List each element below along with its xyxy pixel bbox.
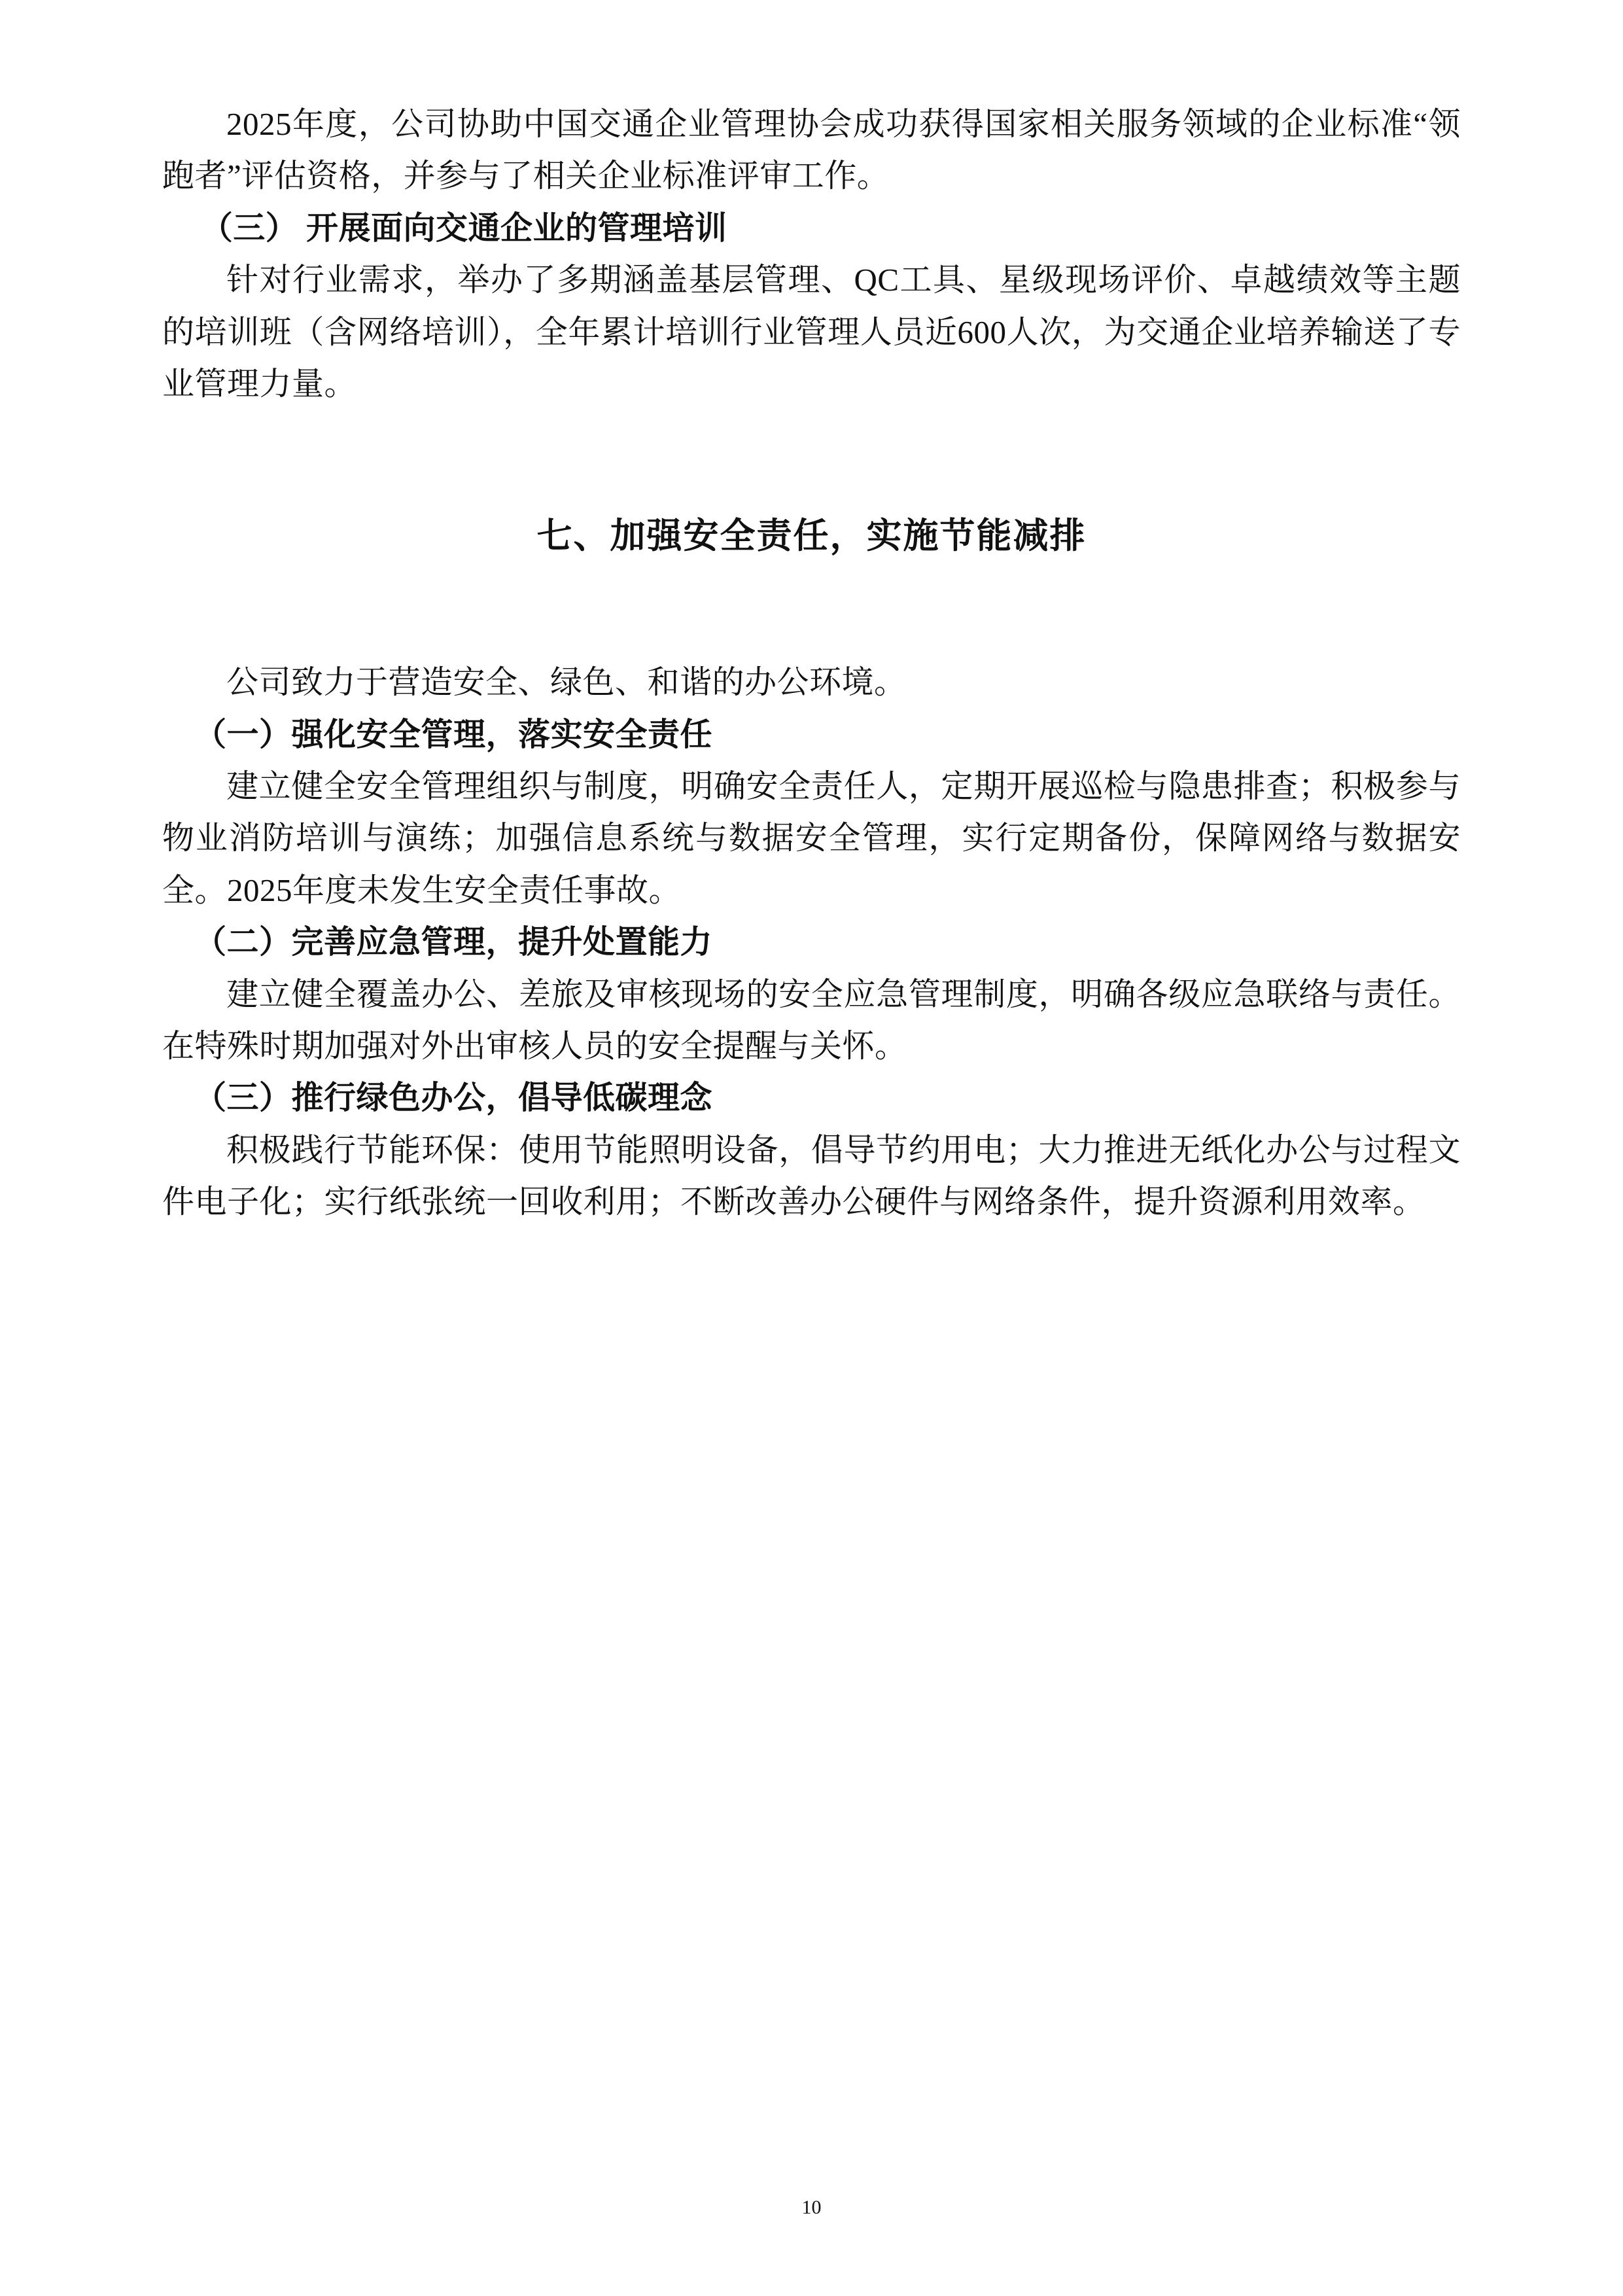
paragraph-safety-management-detail: 建立健全安全管理组织与制度，明确安全责任人，定期开展巡检与隐患排查；积极参与物业消防培训与演练；加强信息系统与数据安全管理，实行定期备份，保障网络与数据安全。2025年度未发生安全责任事故。 bbox=[162, 768, 1461, 908]
subheading-one-safety-management: （一）强化安全管理，落实安全责任 bbox=[194, 716, 713, 752]
subheading-two-emergency-management: （二）完善应急管理，提升处置能力 bbox=[194, 924, 713, 961]
spacer-before-section-title bbox=[162, 410, 1461, 508]
subheading-three-green-office: （三）推行绿色办公，倡导低碳理念 bbox=[194, 1080, 713, 1116]
subheading-three-training: （三） 开展面向交通企业的管理培训 bbox=[200, 209, 727, 246]
paragraph-2025-standard-leader: 2025年度，公司协助中国交通企业管理协会成功获得国家相关服务领域的企业标准“领跑者”评估资格，并参与了相关企业标准评审工作。 bbox=[162, 106, 1461, 194]
paragraph-office-environment: 公司致力于营造安全、绿色、和谐的办公环境。 bbox=[226, 664, 907, 701]
paragraph-training-detail: 针对行业需求，举办了多期涵盖基层管理、QC工具、星级现场评价、卓越绩效等主题的培训班（含网络培训），全年累计培训行业管理人员近600人次，为交通企业培养输送了专业管理力量。 bbox=[162, 262, 1461, 402]
section-title-seven: 七、加强安全责任，实施节能减排 bbox=[536, 516, 1087, 556]
page-number: 10 bbox=[801, 2197, 822, 2218]
spacer-after-section-title bbox=[162, 558, 1461, 656]
paragraph-emergency-management-detail: 建立健全覆盖办公、差旅及审核现场的安全应急管理制度，明确各级应急联络与责任。在特殊时期加强对外出审核人员的安全提醒与关怀。 bbox=[162, 976, 1461, 1064]
paragraph-green-office-detail: 积极践行节能环保：使用节能照明设备，倡导节约用电；大力推进无纸化办公与过程文件电子化；实行纸张统一回收利用；不断改善办公硬件与网络条件，提升资源利用效率。 bbox=[162, 1131, 1461, 1220]
